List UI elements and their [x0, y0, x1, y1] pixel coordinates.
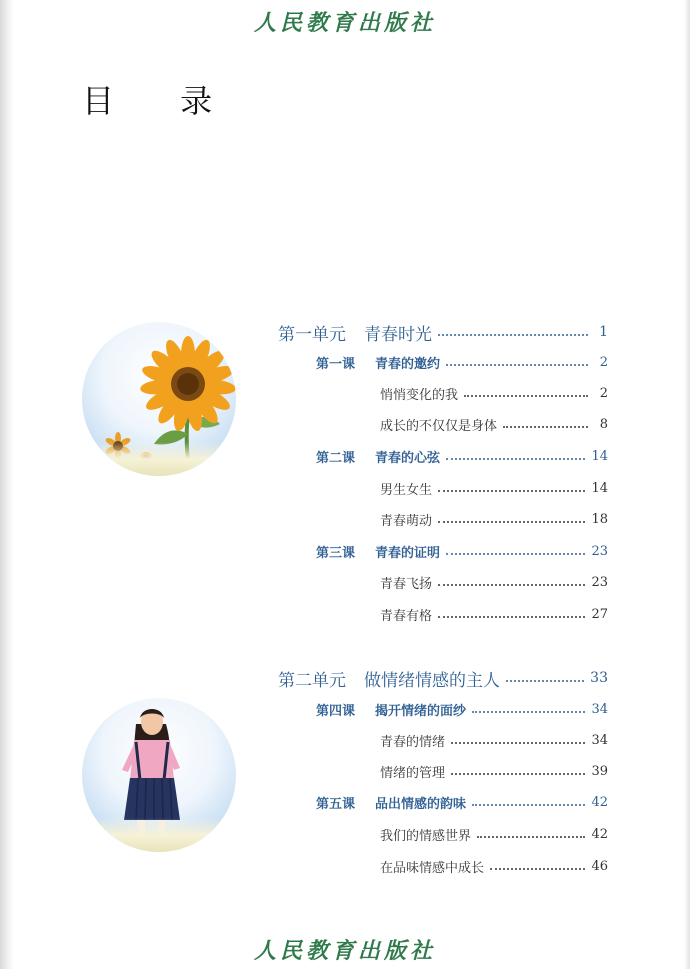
page-number: 14 [591, 480, 608, 496]
publisher-header: 人民教育出版社 [253, 10, 436, 36]
lesson-title: 青春的邀约 [375, 356, 441, 372]
page-number: 23 [591, 574, 608, 590]
dot-leader [451, 742, 585, 744]
dot-leader [477, 836, 585, 838]
toc-topic[interactable] [380, 413, 608, 435]
page-edge-right [684, 0, 690, 969]
page-number: 33 [590, 670, 608, 686]
lesson-number: 第二课 [316, 450, 356, 466]
toc-topic[interactable] [380, 603, 608, 625]
page-number: 34 [591, 701, 608, 717]
page-number: 2 [599, 385, 608, 401]
topic-title: 我们的情感世界 [380, 828, 472, 844]
schoolgirl-illustration [82, 698, 236, 852]
dot-leader [503, 426, 588, 428]
lesson-title: 品出情感的韵味 [375, 796, 467, 812]
dot-leader [464, 395, 588, 397]
page-number: 23 [591, 543, 608, 559]
page-number: 34 [591, 732, 608, 748]
topic-title: 青春的情绪 [380, 734, 446, 750]
field-ground [82, 818, 236, 852]
topic-title: 悄悄变化的我 [380, 387, 459, 403]
dot-leader [472, 711, 585, 713]
lesson-title: 揭开情绪的面纱 [375, 703, 467, 719]
dot-leader [438, 616, 585, 618]
page-number: 2 [599, 354, 608, 370]
dot-leader [446, 364, 588, 366]
page-title: 目 录 [82, 82, 241, 120]
toc-lesson-4[interactable] [316, 698, 608, 720]
toc-lesson-5[interactable] [316, 791, 608, 813]
page-number: 42 [591, 794, 608, 810]
toc-lesson-3[interactable] [316, 540, 608, 562]
page-number: 8 [599, 416, 608, 432]
dot-leader [490, 868, 585, 870]
unit-title: 做情绪情感的主人 [364, 670, 500, 691]
page-number: 14 [591, 448, 608, 464]
toc-topic[interactable] [380, 477, 608, 499]
unit-number: 第二单元 [278, 670, 346, 691]
page-number: 27 [591, 606, 608, 622]
page-edge-shadow [0, 0, 14, 969]
dot-leader [438, 584, 585, 586]
page-number: 1 [599, 324, 608, 340]
toc-topic[interactable] [380, 571, 608, 593]
toc-unit-2[interactable] [278, 666, 608, 690]
topic-title: 青春飞扬 [380, 576, 433, 592]
dot-leader [438, 521, 585, 523]
page-number: 18 [591, 511, 608, 527]
topic-title: 青春有格 [380, 608, 433, 624]
lesson-number: 第五课 [316, 796, 356, 812]
dot-leader [451, 773, 585, 775]
toc-topic[interactable] [380, 855, 608, 877]
dot-leader [438, 334, 588, 336]
dot-leader [472, 804, 585, 806]
toc-topic[interactable] [380, 823, 608, 845]
lesson-number: 第四课 [316, 703, 356, 719]
topic-title: 青春萌动 [380, 513, 433, 529]
toc-lesson-1[interactable] [316, 351, 608, 373]
topic-title: 情绪的管理 [380, 765, 446, 781]
dot-leader [506, 680, 584, 682]
topic-title: 在品味情感中成长 [380, 860, 485, 876]
topic-title: 男生女生 [380, 482, 433, 498]
sunflower-illustration [82, 322, 236, 476]
toc-lesson-2[interactable] [316, 445, 608, 467]
page-number: 39 [591, 763, 608, 779]
lesson-title: 青春的心弦 [375, 450, 441, 466]
toc-unit-1[interactable] [278, 320, 608, 344]
dot-leader [446, 553, 585, 555]
dot-leader [438, 490, 585, 492]
toc-topic[interactable] [380, 760, 608, 782]
lesson-number: 第三课 [316, 545, 356, 561]
toc-topic[interactable] [380, 729, 608, 751]
publisher-footer: 人民教育出版社 [253, 938, 436, 964]
unit-number: 第一单元 [278, 324, 346, 345]
topic-title: 成长的不仅仅是身体 [380, 418, 498, 434]
page-number: 46 [591, 858, 608, 874]
unit-title: 青春时光 [364, 324, 432, 345]
dot-leader [446, 458, 585, 460]
page-number: 42 [591, 826, 608, 842]
lesson-number: 第一课 [316, 356, 356, 372]
field-ground [82, 442, 236, 476]
toc-topic[interactable] [380, 382, 608, 404]
lesson-title: 青春的证明 [375, 545, 441, 561]
toc-topic[interactable] [380, 508, 608, 530]
